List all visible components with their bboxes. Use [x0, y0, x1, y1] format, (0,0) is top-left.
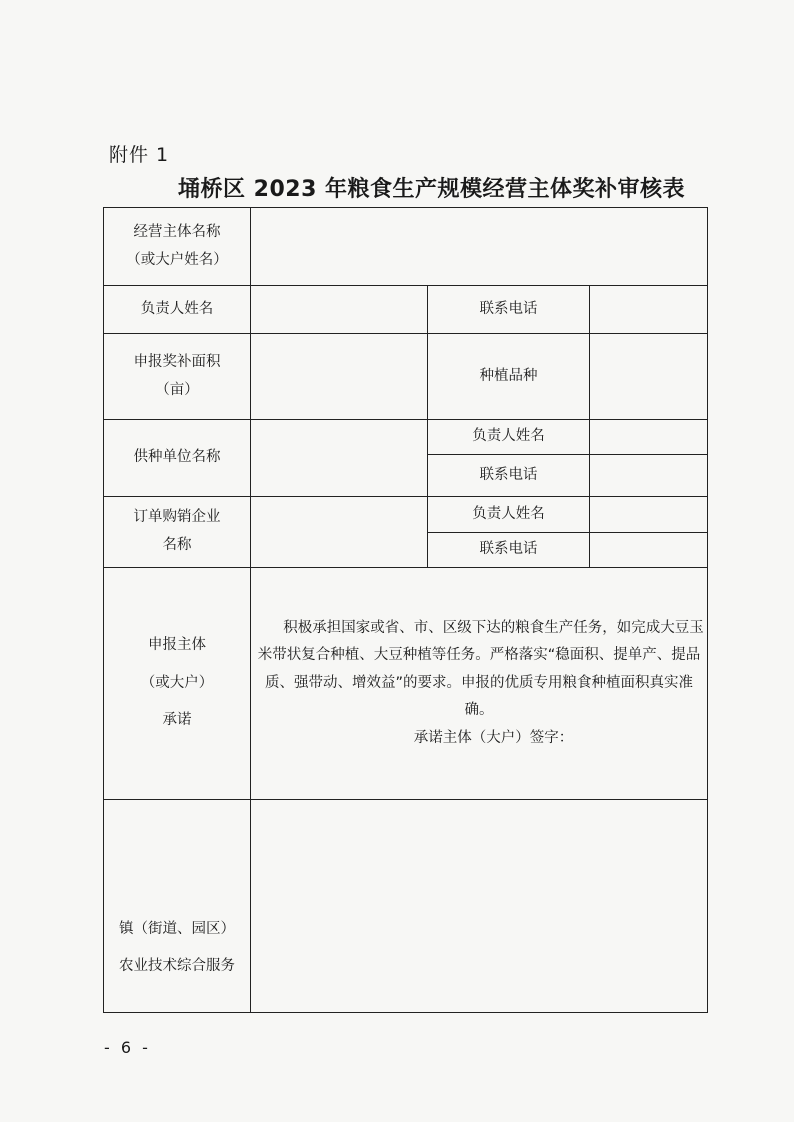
operator-name-label-line2: （或大户姓名） — [126, 251, 228, 268]
pledge-label-line3: 承诺 — [162, 712, 192, 729]
order-company-row-1 — [104, 497, 708, 533]
order-company-value[interactable] — [251, 497, 428, 568]
responsible-person-value[interactable] — [251, 286, 428, 334]
operator-name-label-line1: 经营主体名称 — [133, 223, 221, 240]
subsidy-area-value[interactable] — [251, 334, 428, 420]
responsible-person-label: 负责人姓名 — [104, 286, 251, 334]
pledge-row — [104, 568, 708, 800]
seed-supplier-row-1 — [104, 420, 708, 455]
seed-supplier-person-label: 负责人姓名 — [428, 420, 590, 455]
town-service-row — [104, 800, 708, 1013]
pledge-text: 积极承担国家或省、市、区级下达的粮食生产任务，如完成大豆玉米带状复合种植、大豆种植等任务。严格落实“稳面积、提单产、提品质、强带动、增效益”的要求。申报的优质专用粮食种植面积真实准确。 — [257, 619, 704, 719]
order-company-phone-label: 联系电话 — [428, 533, 590, 568]
town-service-label-line1: 镇（街道、园区） — [119, 920, 235, 937]
seed-supplier-label: 供种单位名称 — [104, 420, 251, 497]
subsidy-area-row — [104, 334, 708, 420]
seed-supplier-value[interactable] — [251, 420, 428, 497]
contact-phone-label: 联系电话 — [428, 286, 590, 334]
order-company-label-line2: 名称 — [162, 537, 192, 553]
order-company-label — [104, 497, 251, 568]
crop-variety-value[interactable] — [590, 334, 708, 420]
pledge-content — [251, 568, 708, 800]
subsidy-area-label-line2: （亩） — [155, 381, 199, 398]
seed-supplier-person-value[interactable] — [590, 420, 708, 455]
seed-supplier-phone-label: 联系电话 — [428, 455, 590, 497]
order-company-label-line1: 订单购销企业 — [133, 509, 221, 526]
pledge-label-line1: 申报主体 — [148, 636, 206, 653]
pledge-label-line2: （或大户） — [140, 674, 214, 691]
subsidy-area-label-line1: 申报奖补面积 — [133, 353, 221, 370]
town-service-label — [104, 800, 251, 1013]
attachment-label: 附件 1 — [109, 144, 170, 166]
form-title: 埇桥区 2023 年粮食生产规模经营主体奖补审核表 — [178, 177, 686, 202]
contact-phone-value[interactable] — [590, 286, 708, 334]
pledge-label — [104, 568, 251, 800]
crop-variety-label: 种植品种 — [428, 334, 590, 420]
order-company-phone-value[interactable] — [590, 533, 708, 568]
order-company-person-value[interactable] — [590, 497, 708, 533]
seed-supplier-phone-value[interactable] — [590, 455, 708, 497]
order-company-person-label: 负责人姓名 — [428, 497, 590, 533]
town-service-label-line2: 农业技术综合服务 — [119, 958, 235, 975]
page-number: - 6 - — [104, 1038, 151, 1057]
operator-name-row — [104, 208, 708, 286]
pledge-signature-label: 承诺主体（大户）签字： — [413, 729, 574, 746]
audit-form-table — [103, 207, 708, 1013]
operator-name-value[interactable] — [251, 208, 708, 286]
subsidy-area-label — [104, 334, 251, 420]
operator-name-label — [104, 208, 251, 286]
responsible-person-row — [104, 286, 708, 334]
town-service-value[interactable] — [251, 800, 708, 1013]
